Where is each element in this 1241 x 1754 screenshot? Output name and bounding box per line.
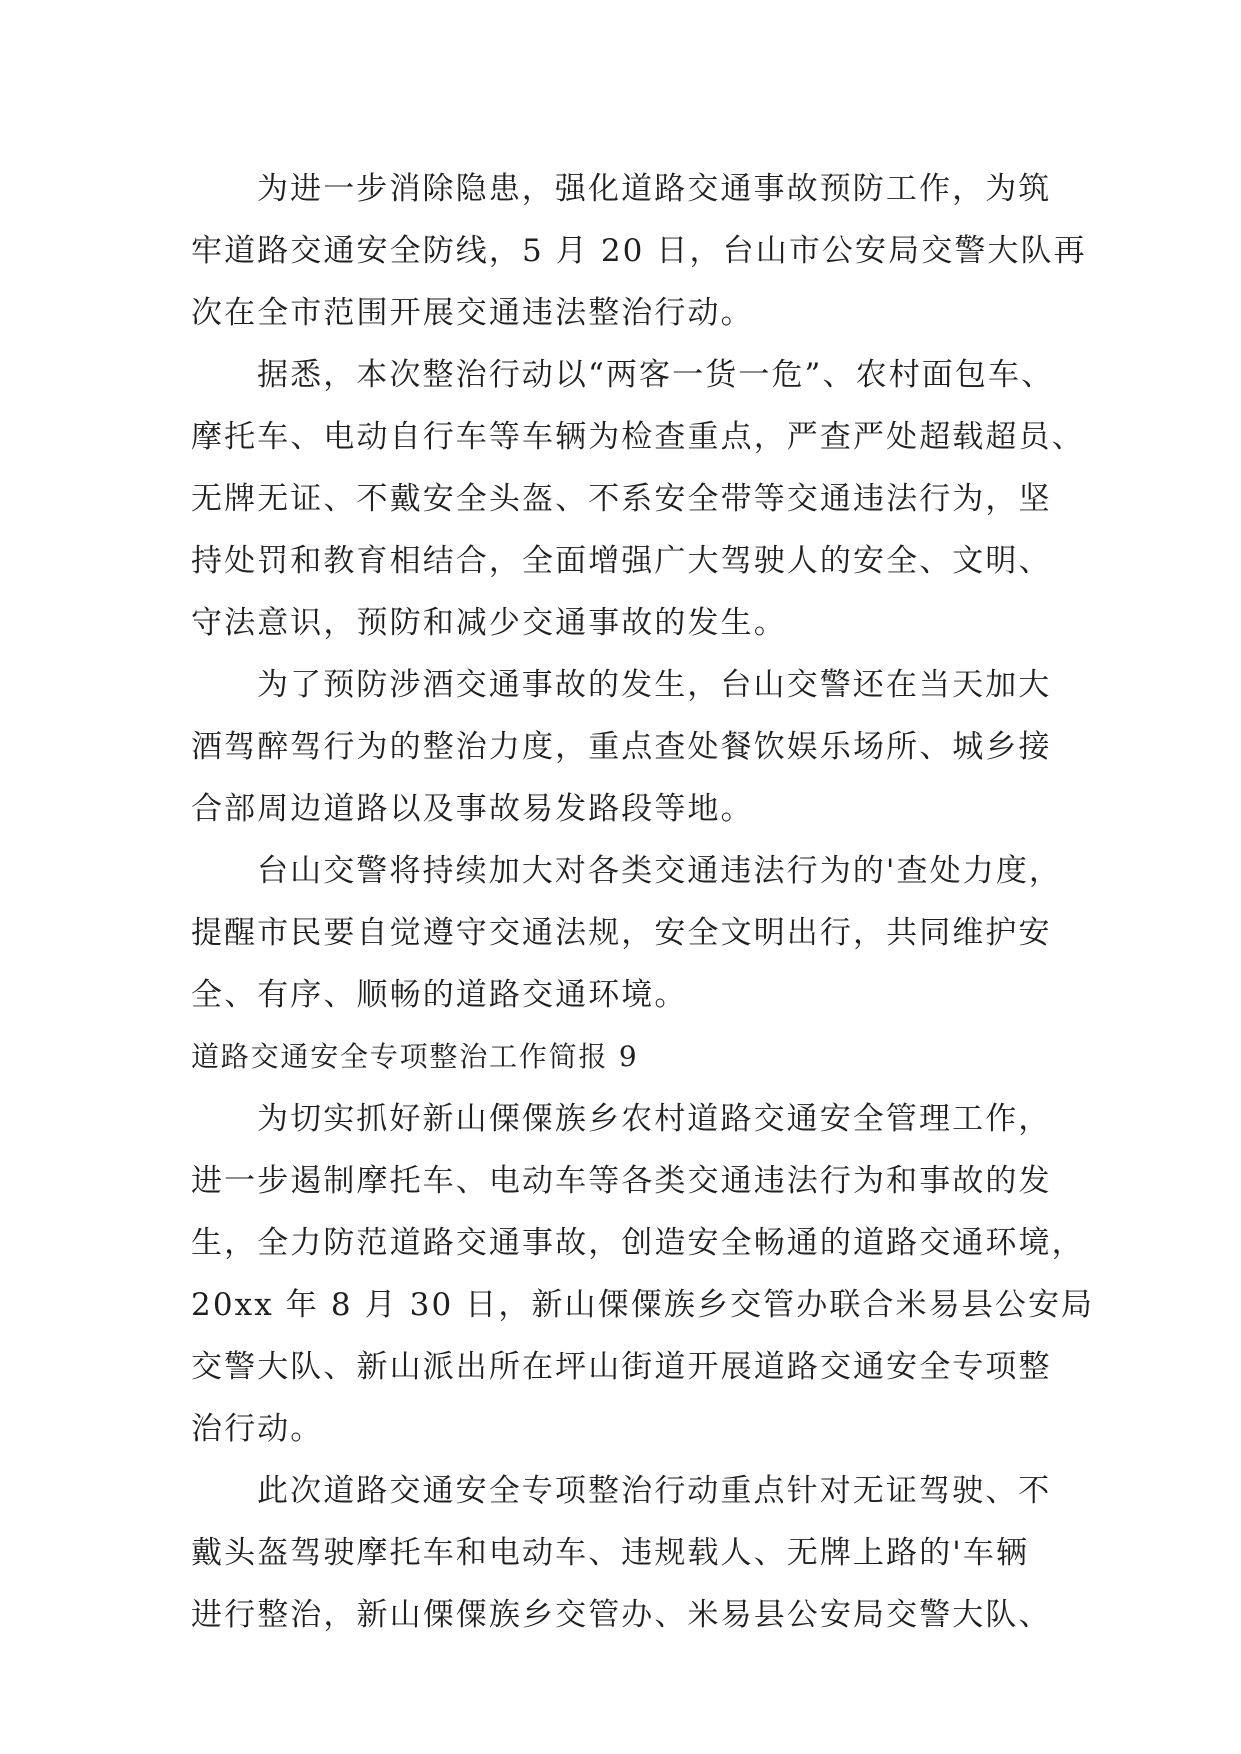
paragraph-line: 摩托车、电动自行车等车辆为检查重点，严查严处超载超员、: [191, 419, 1085, 455]
paragraph-6: [191, 1460, 1081, 1646]
paragraph-line: 生，全力防范道路交通事故，创造安全畅通的道路交通环境，: [191, 1225, 1085, 1261]
paragraph-line: 提醒市民要自觉遵守交通法规，安全文明出行，共同维护安: [191, 915, 1052, 951]
paragraph-line: 据悉，本次整治行动以“两客一货一危”、农村面包车、: [257, 357, 1055, 393]
paragraph-line: 戴头盔驾驶摩托车和电动车、违规载人、无牌上路的'车辆: [191, 1535, 1030, 1571]
paragraph-line: 治行动。: [191, 1411, 324, 1447]
paragraph-line: 合部周边道路以及事故易发路段等地。: [191, 791, 754, 827]
paragraph-line: 此次道路交通安全专项整治行动重点针对无证驾驶、不: [257, 1473, 1052, 1509]
paragraph-line: 交警大队、新山派出所在坪山街道开展道路交通安全专项整: [191, 1349, 1052, 1385]
paragraph-1: [191, 158, 1087, 344]
paragraph-line: 牢道路交通安全防线，5 月 20 日，台山市公安局交警大队再: [191, 233, 1087, 269]
paragraph-4: [191, 840, 1081, 1026]
section-heading: [191, 1026, 1081, 1088]
paragraph-line: 无牌无证、不戴安全头盔、不系安全带等交通违法行为，坚: [191, 481, 1052, 517]
heading-text: 道路交通安全专项整治工作简报 9: [191, 1040, 639, 1073]
paragraph-line: 台山交警将持续加大对各类交通违法行为的'查处力度，: [257, 853, 1063, 889]
paragraph-line: 为了预防涉酒交通事故的发生，台山交警还在当天加大: [257, 667, 1052, 703]
document-body: [191, 158, 1095, 1646]
paragraph-line: 为进一步消除隐患，强化道路交通事故预防工作，为筑: [257, 171, 1052, 207]
paragraph-5: [191, 1088, 1095, 1460]
paragraph-3: [191, 654, 1081, 840]
paragraph-line: 进行整治，新山傈僳族乡交管办、米易县公安局交警大队、: [191, 1597, 1052, 1633]
paragraph-line: 守法意识，预防和减少交通事故的发生。: [191, 605, 787, 641]
paragraph-line: 20xx 年 8 月 30 日，新山傈僳族乡交管办联合米易县公安局: [191, 1287, 1095, 1323]
paragraph-line: 持处罚和教育相结合，全面增强广大驾驶人的安全、文明、: [191, 543, 1052, 579]
paragraph-line: 全、有序、顺畅的道路交通环境。: [191, 977, 688, 1013]
paragraph-line: 为切实抓好新山傈僳族乡农村道路交通安全管理工作，: [257, 1101, 1052, 1137]
paragraph-line: 酒驾醉驾行为的整治力度，重点查处餐饮娱乐场所、城乡接: [191, 729, 1052, 765]
paragraph-2: [191, 344, 1085, 654]
paragraph-line: 次在全市范围开展交通违法整治行动。: [191, 295, 754, 331]
paragraph-line: 进一步遏制摩托车、电动车等各类交通违法行为和事故的发: [191, 1163, 1052, 1199]
